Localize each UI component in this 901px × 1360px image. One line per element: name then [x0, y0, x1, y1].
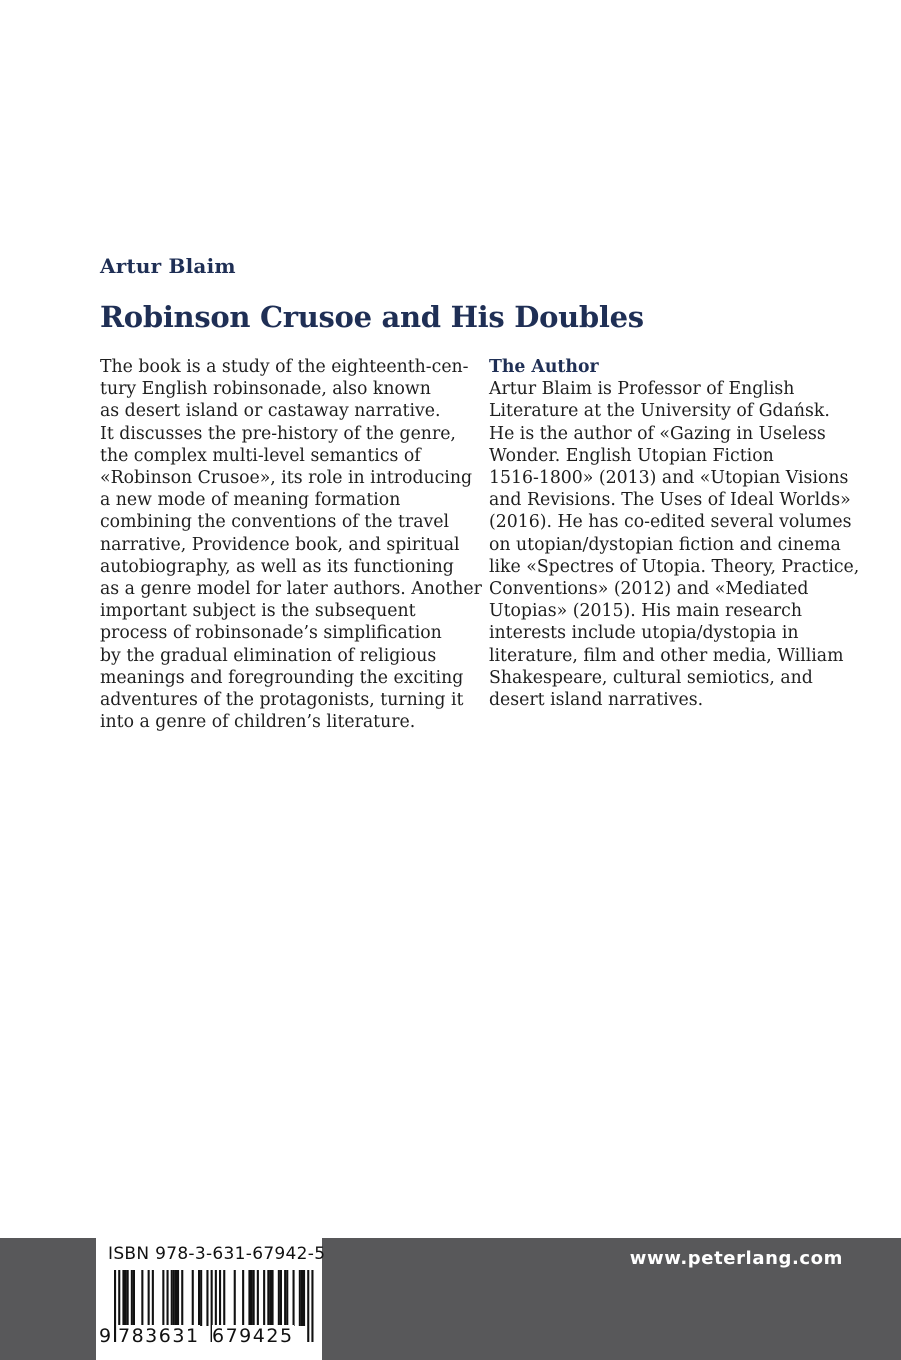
barcode-bar	[125, 1270, 127, 1326]
barcode-bar	[242, 1270, 244, 1326]
description-line: important subject is the subsequent	[100, 601, 416, 622]
barcode-bar	[263, 1270, 265, 1326]
barcode-bar	[269, 1270, 271, 1326]
description-line: It discusses the pre-history of the genre,	[100, 423, 456, 444]
publisher-website[interactable]: www.peterlang.com	[629, 1248, 843, 1269]
barcode-guard-bar	[311, 1270, 313, 1342]
barcode-guard-bar	[307, 1270, 309, 1342]
barcode-bar	[251, 1270, 253, 1326]
barcode-bar	[267, 1270, 269, 1326]
description-line: process of robinsonade’s simplification	[100, 623, 442, 644]
author-bio-line: like «Spectres of Utopia. Theory, Practice,	[489, 556, 860, 577]
description-line: into a genre of children’s literature.	[100, 712, 416, 733]
barcode-bar	[206, 1270, 208, 1326]
barcode-bar	[286, 1270, 288, 1326]
barcode-bar	[253, 1270, 255, 1326]
barcode-bar	[234, 1270, 236, 1326]
description-line: a new mode of meaning formation	[100, 490, 401, 511]
barcode-bar	[219, 1270, 221, 1326]
barcode-bar	[141, 1270, 143, 1326]
book-title: Robinson Crusoe and His Doubles	[100, 300, 644, 334]
book-description	[100, 356, 482, 733]
barcode-bar	[192, 1270, 194, 1326]
barcode-bar	[200, 1270, 202, 1326]
author-bio-line: 1516-1800» (2013) and «Utopian Visions	[489, 468, 849, 489]
author-bio-line: literature, film and other media, William	[489, 645, 844, 666]
barcode-bar	[148, 1270, 150, 1326]
barcode-digits-left: 783631	[118, 1325, 200, 1347]
description-line: adventures of the protagonists, turning it	[100, 690, 464, 711]
isbn-label: ISBN 978-3-631-67942-5	[108, 1244, 326, 1264]
barcode-bar	[284, 1270, 286, 1326]
author-name: Artur Blaim	[100, 254, 236, 278]
description-line: by the gradual elimination of religious	[100, 645, 437, 666]
barcode-bar	[127, 1270, 129, 1326]
barcode-bar	[293, 1270, 295, 1326]
author-bio-line: He is the author of «Gazing in Useless	[489, 423, 826, 444]
author-bio-line: Wonder. English Utopian Fiction	[489, 445, 774, 466]
barcode-bar	[173, 1270, 175, 1326]
description-line: combining the conventions of the travel	[100, 512, 450, 533]
description-line: narrative, Providence book, and spiritual	[100, 534, 460, 555]
author-bio-line: on utopian/dystopian fiction and cinema	[489, 534, 841, 555]
barcode-bar	[131, 1270, 133, 1326]
barcode-digit-first: 9	[99, 1325, 113, 1347]
barcode-bar	[175, 1270, 177, 1326]
description-line: autobiography, as well as its functioning	[100, 556, 454, 577]
description-line: as a genre model for later authors. Another	[100, 579, 482, 600]
author-bio-line: Shakespeare, cultural semiotics, and	[489, 667, 813, 688]
description-line: tury English robinsonade, also known	[100, 379, 431, 400]
barcode-bar	[181, 1270, 183, 1326]
barcode-bar	[272, 1270, 274, 1326]
author-bio	[489, 356, 860, 711]
barcode-bar	[171, 1270, 173, 1326]
barcode-bar	[167, 1270, 169, 1326]
barcode-bar	[280, 1270, 282, 1326]
barcode-bar	[133, 1270, 135, 1326]
description-line: as desert island or castaway narrative.	[100, 401, 441, 422]
barcode-guard-bar	[114, 1270, 116, 1342]
description-line: «Robinson Crusoe», its role in introducing	[100, 468, 473, 489]
barcode-bar	[223, 1270, 225, 1326]
barcode-bar	[162, 1270, 164, 1326]
author-bio-line: and Revisions. The Uses of Ideal Worlds»	[489, 490, 851, 511]
author-bio-line: desert island narratives.	[489, 690, 704, 711]
author-bio-line: interests include utopia/dystopia in	[489, 623, 799, 644]
barcode-bar	[301, 1270, 303, 1326]
barcode-bar	[122, 1270, 124, 1326]
barcode-bar	[299, 1270, 301, 1326]
barcode-digits-right: 679425	[212, 1325, 294, 1347]
barcode-bar	[303, 1270, 305, 1326]
author-bio-line: Artur Blaim is Professor of English	[489, 379, 795, 400]
author-bio-line: Utopias» (2015). His main research	[489, 601, 802, 622]
barcode-bar	[248, 1270, 250, 1326]
author-bio-line: (2016). He has co-edited several volumes	[489, 512, 852, 533]
author-bio-heading: The Author	[489, 357, 599, 377]
barcode-bar	[257, 1270, 259, 1326]
barcode-bar	[177, 1270, 179, 1326]
author-bio-line: Literature at the University of Gdańsk.	[489, 401, 830, 422]
barcode-bar	[278, 1270, 280, 1326]
description-line: the complex multi-level semantics of	[100, 445, 421, 466]
description-line: meanings and foregrounding the exciting	[100, 667, 464, 688]
author-bio-line: Conventions» (2012) and «Mediated	[489, 579, 809, 600]
barcode-bar	[152, 1270, 154, 1326]
description-line: The book is a study of the eighteenth-cen-	[100, 357, 469, 377]
barcode-bar	[198, 1270, 200, 1326]
